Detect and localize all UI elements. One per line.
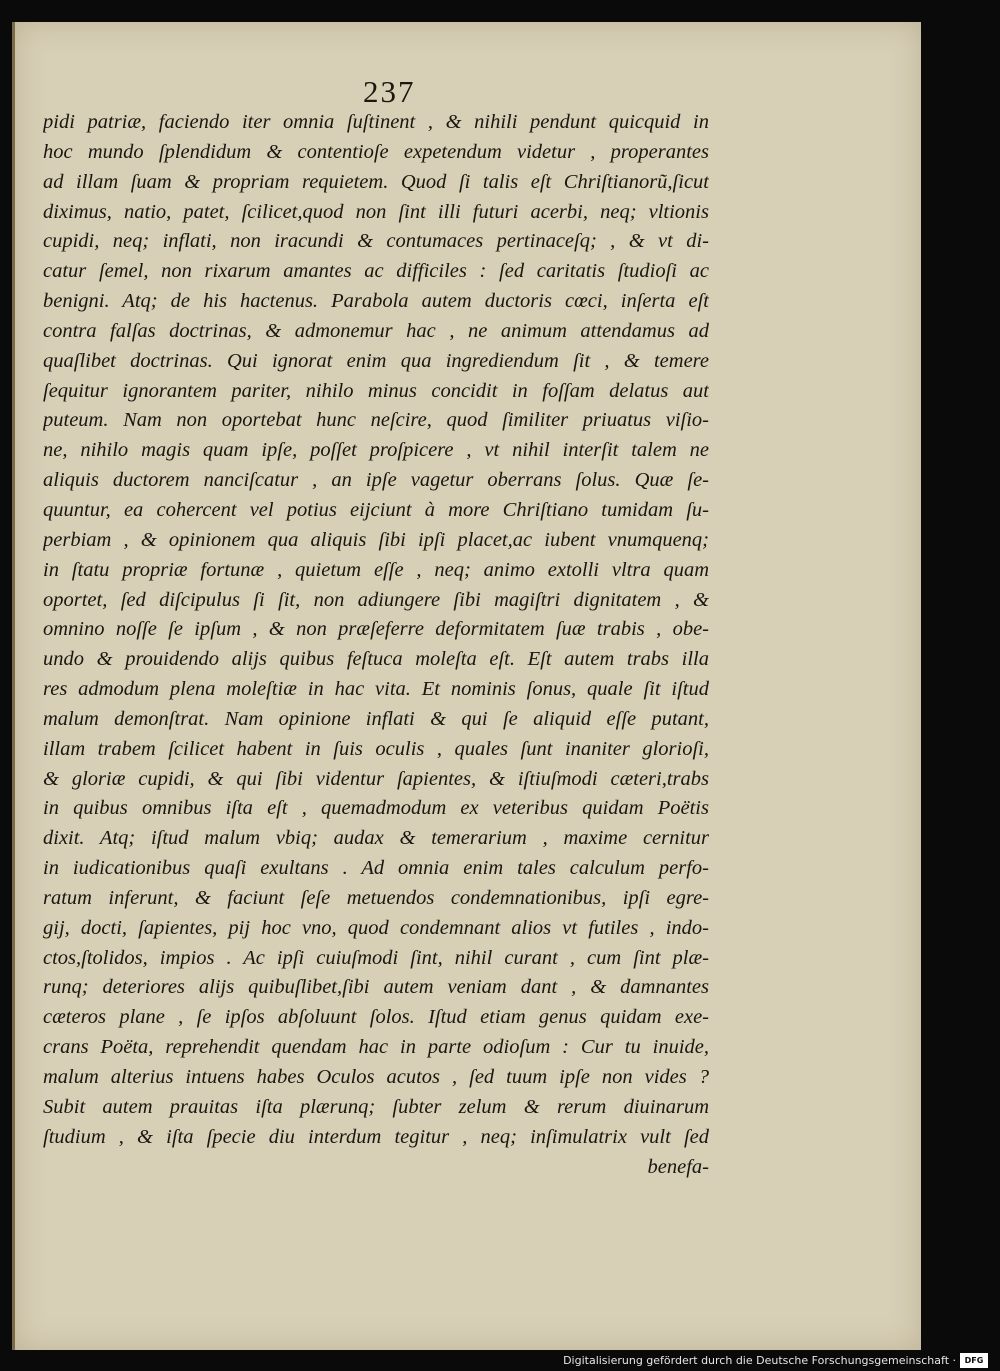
footer-credit	[563, 1352, 988, 1368]
text-line: malum alterius intuens habes Oculos acutos , ſed tuum ipſe non vides ?	[43, 1066, 709, 1088]
text-line: undo & prouidendo alijs quibus feſtuca moleſta eſt. Eſt autem trabs illa	[43, 648, 709, 671]
text-line: contra falſas doctrinas, & admonemur hac , ne animum attendamus ad	[43, 319, 709, 342]
dfg-logo: DFG	[960, 1353, 988, 1368]
text-line: ctos,ſtolidos, impios . Ac ipſi cuiuſmodi ſint, nihil curant , cum ſint plæ-	[43, 946, 709, 969]
text-line: omnino noſſe ſe ipſum , & non præſeferre deformitatem ſuæ trabis , obe-	[43, 618, 709, 641]
text-line: ſequitur ignorantem pariter, nihilo minus concidit in foſſam delatus aut	[43, 379, 709, 402]
text-line: in ſtatu propriæ fortunæ , quietum eſſe , neq; animo extolli vltra quam	[43, 558, 709, 581]
text-line: gij, docti, ſapientes, pij hoc vno, quod condemnant alios vt futiles , indo-	[43, 916, 709, 939]
text-line: ne, nihilo magis quam ipſe, poſſet proſpicere , vt nihil interſit talem ne	[43, 439, 709, 462]
body-text	[43, 108, 709, 1182]
text-line: runq; deteriores alijs quibuſlibet,ſibi autem veniam dant , & damnantes	[43, 976, 709, 999]
text-line: oportet, ſed diſcipulus ſi ſit, non adiungere ſibi magiſtri dignitatem , &	[43, 588, 709, 611]
text-line: quaſlibet doctrinas. Qui ignorat enim qua ingrediendum ſit , & temere	[43, 349, 709, 372]
text-line: aliquis ductorem nanciſcatur , an ipſe vagetur oberrans ſolus. Quæ ſe-	[43, 469, 709, 492]
book-page	[12, 22, 921, 1350]
text-line: & gloriæ cupidi, & qui ſibi videntur ſapientes, & iſtiuſmodi cæteri,trabs	[43, 767, 709, 790]
text-line: Subit autem prauitas iſta plærunq; ſubter zelum & rerum diuinarum	[43, 1095, 709, 1118]
text-line: ſtudium , & iſta ſpecie diu interdum tegitur , neq; inſimulatrix vult ſed	[43, 1125, 709, 1148]
text-line: perbiam , & opinionem qua aliquis ſibi ipſi placet,ac iubent vnumquenq;	[43, 528, 709, 551]
text-line: res admodum plena moleſtiæ in hac vita. Et nominis ſonus, quale ſit iſtud	[43, 678, 709, 701]
text-line: in iudicationibus quaſi exultans . Ad omnia enim tales calculum perfo-	[43, 857, 709, 880]
text-line: catur ſemel, non rixarum amantes ac difficiles : ſed caritatis ſtudioſi ac	[43, 260, 709, 283]
text-line: cæteros plane , ſe ipſos abſoluunt ſolos. Iſtud etiam genus quidam exe-	[43, 1006, 709, 1029]
text-line: ad illam ſuam & propriam requietem. Quod ſi talis eſt Chriſtianorũ,ſicut	[43, 170, 709, 193]
footer-credit-text: Digitalisierung gefördert durch die Deutsche Forschungsgemeinschaft ·	[563, 1353, 956, 1367]
text-line: pidi patriæ, faciendo iter omnia ſuſtinent , & nihili pendunt quicquid in	[43, 111, 709, 133]
text-line: diximus, natio, patet, ſcilicet,quod non ſint illi futuri acerbi, neq; vltionis	[43, 200, 709, 223]
text-line: hoc mundo ſplendidum & contentioſe expetendum videtur , properantes	[43, 140, 709, 163]
page-number: 237	[363, 74, 416, 109]
text-line: ratum inferunt, & faciunt ſeſe metuendos condemnationibus, ipſi egre-	[43, 886, 709, 909]
text-line: illam trabem ſcilicet habent in ſuis oculis , quales ſunt inaniter glorioſi,	[43, 737, 709, 760]
text-line: puteum. Nam non oportebat hunc neſcire, quod ſimiliter priuatus viſio-	[43, 409, 709, 432]
text-line: dixit. Atq; iſtud malum vbiq; audax & temerarium , maxime cernitur	[43, 827, 709, 850]
text-line: benigni. Atq; de his hactenus. Parabola autem ductoris cœci, inſerta eſt	[43, 290, 709, 313]
text-line: in quibus omnibus iſta eſt , quemadmodum ex veteribus quidam Poëtis	[43, 797, 709, 820]
text-line: quuntur, ea cohercent vel potius eijciunt à more Chriſtiano tumidam ſu-	[43, 498, 709, 521]
text-line: malum demonſtrat. Nam opinione inflati & qui ſe aliquid eſſe putant,	[43, 707, 709, 730]
text-line: benefa-	[647, 1155, 709, 1178]
text-line: crans Poëta, reprehendit quendam hac in parte odioſum : Cur tu inuide,	[43, 1036, 709, 1059]
text-line: cupidi, neq; inflati, non iracundi & contumaces pertinaceſq; , & vt di-	[43, 230, 709, 253]
